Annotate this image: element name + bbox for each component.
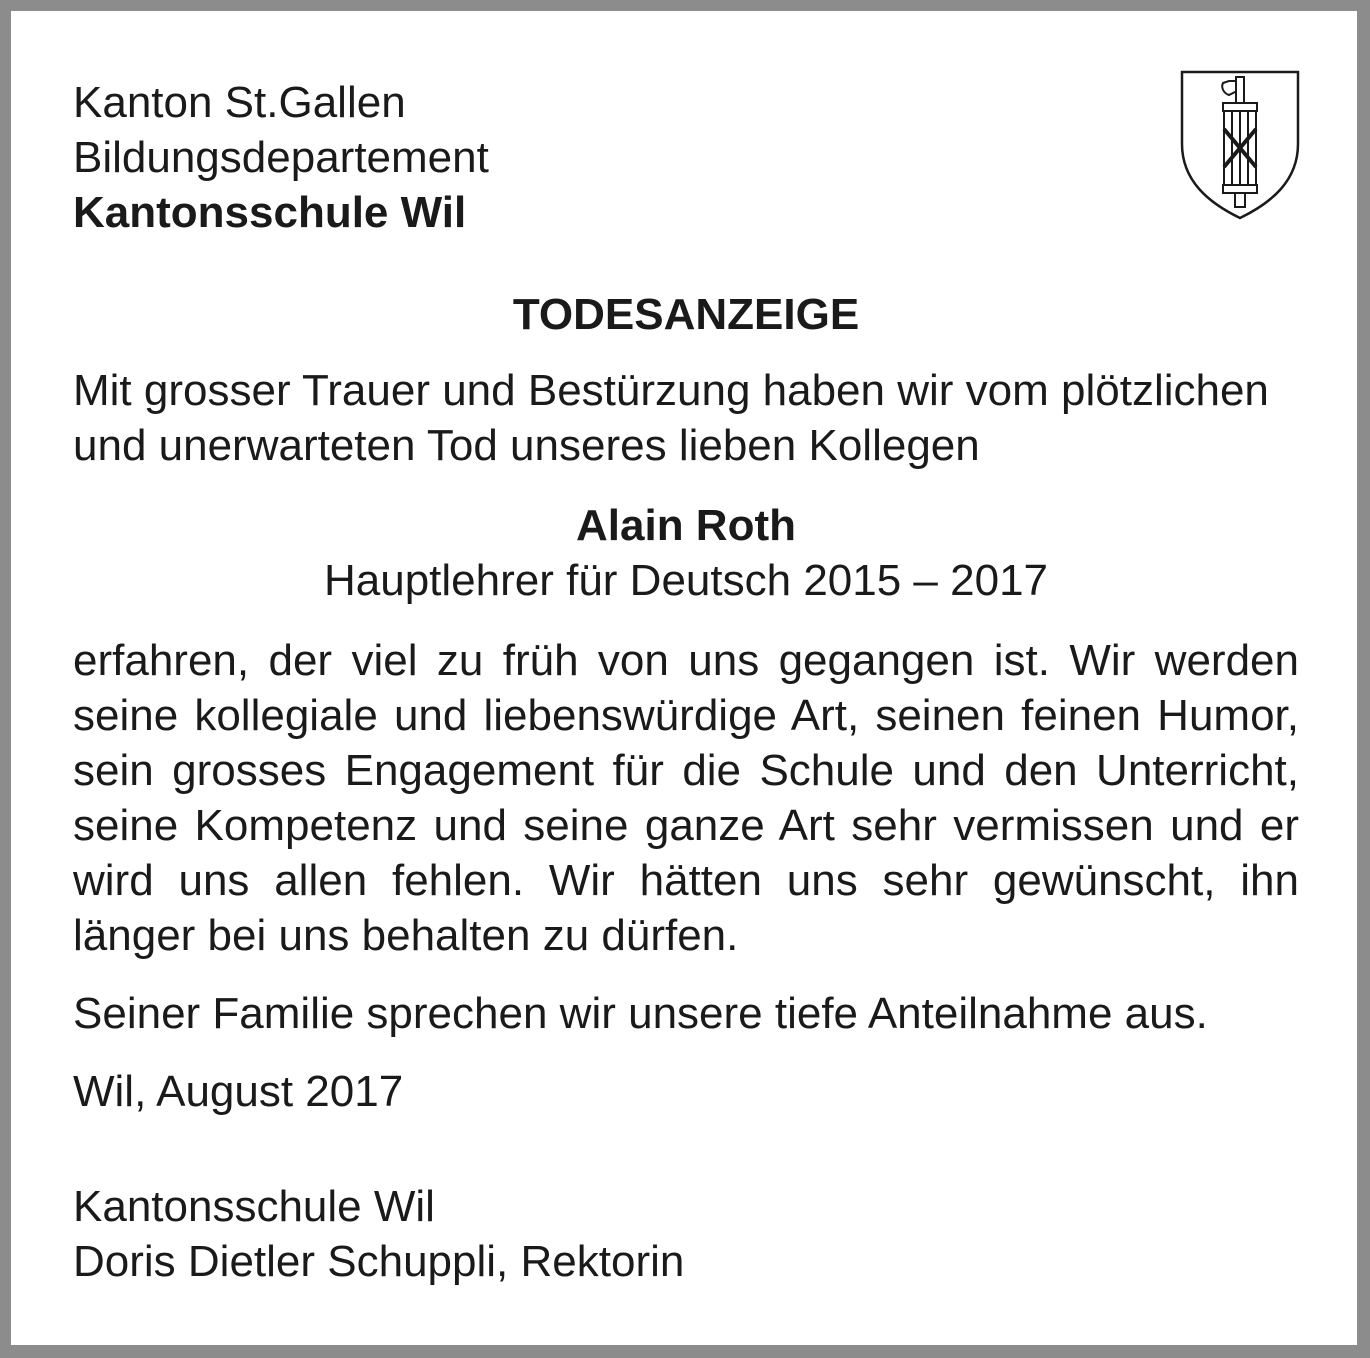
st-gallen-coat-of-arms-icon [1179, 69, 1301, 221]
intro-text: Mit grosser Trauer und Bestürzung haben wir vom plötzlichen und unerwarteten Tod unseres lieben Kollegen [73, 366, 1269, 470]
deceased-role: Hauptlehrer für Deutsch 2015 – 2017 [323, 556, 1049, 605]
body-text: erfahren, der viel zu früh von uns gegangen ist. Wir werden seine kollegiale und liebenswürdige Art, seinen feinen Humor, sein grosses Engagement für die Schule und den Unterricht, seine Kompetenz und seine ganze Art sehr vermissen und er wird uns allen fehlen. Wir hätten uns sehr gewünscht, ihn länger bei uns behalten zu dürfen. [73, 636, 1299, 960]
notice-sheet [11, 11, 1357, 1345]
place-date [73, 1064, 1299, 1119]
intro-paragraph [73, 363, 1299, 473]
canton-name: Kanton St.Gallen [73, 78, 406, 127]
signature-org: Kantonsschule Wil [73, 1182, 435, 1231]
letterhead [73, 75, 1299, 240]
notice-title: TODESANZEIGE [512, 290, 860, 339]
signature-block [73, 1179, 1299, 1289]
deceased-block [73, 498, 1299, 608]
deceased-name: Alain Roth [576, 501, 796, 550]
school-name: Kantonsschule Wil [73, 188, 467, 237]
body-paragraph [73, 633, 1299, 963]
condolence-text: Seiner Familie sprechen wir unsere tiefe Anteilnahme aus. [73, 989, 1208, 1038]
department-name: Bildungsdepartement [73, 133, 489, 182]
signature-person: Doris Dietler Schuppli, Rektorin [73, 1237, 685, 1286]
condolence-paragraph [73, 986, 1299, 1041]
place-date-text: Wil, August 2017 [73, 1067, 404, 1116]
